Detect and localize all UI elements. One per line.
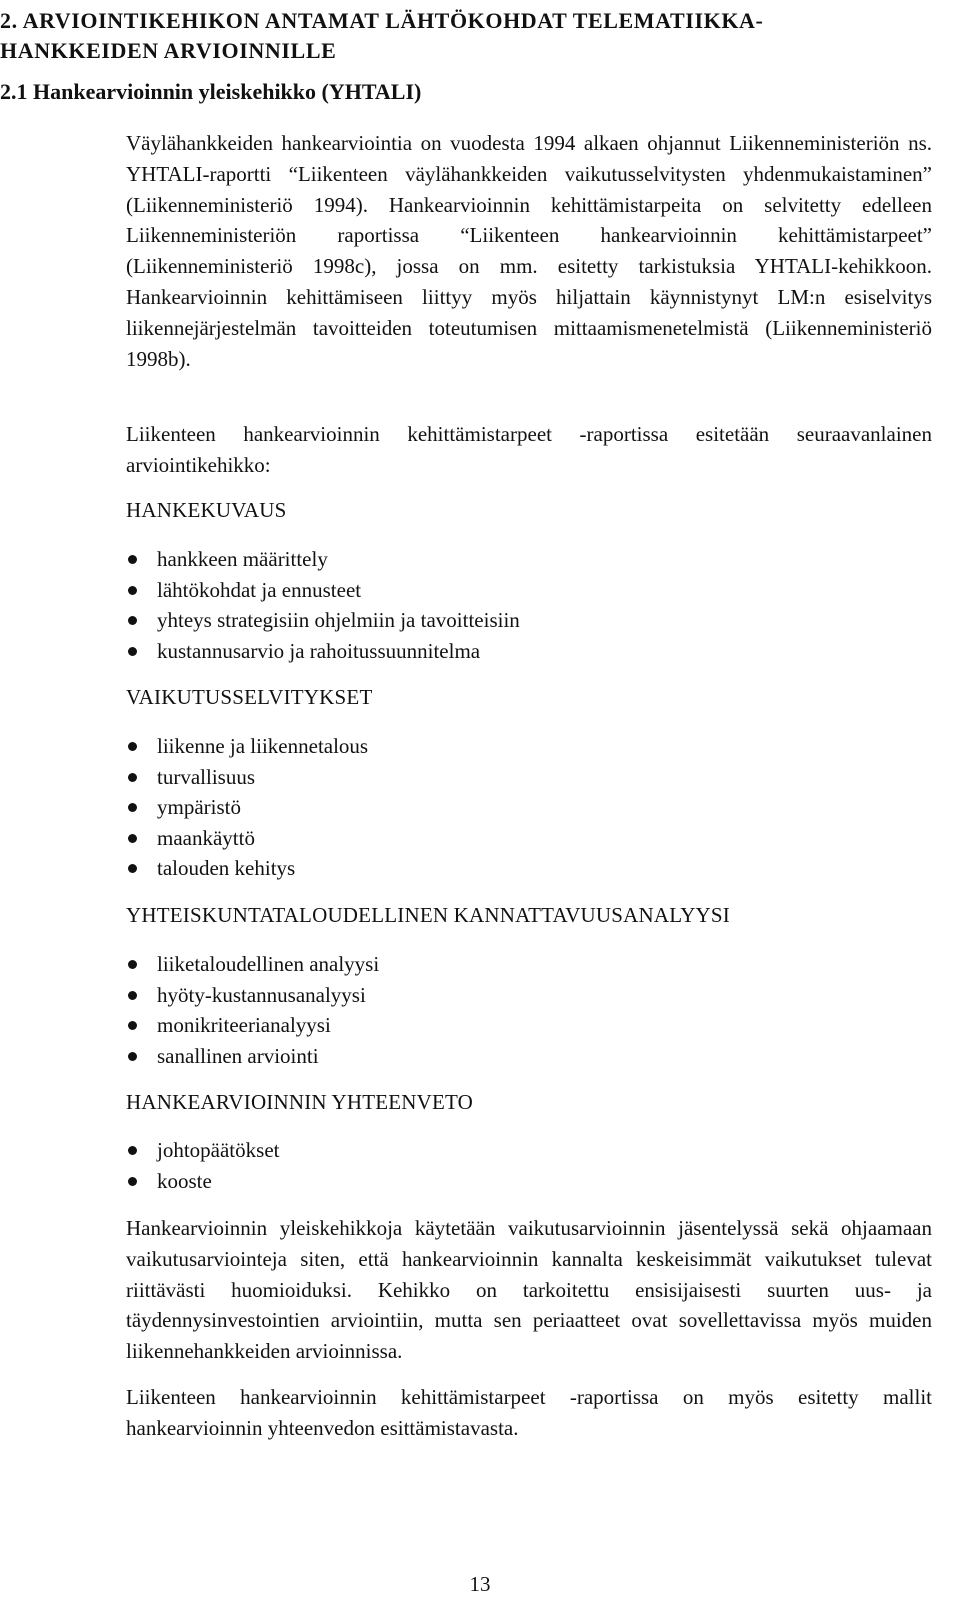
- framework-list-hankekuvaus: [126, 544, 932, 666]
- paragraph-framework-lead: Liikenteen hankearvioinnin kehittämistarpeet -raportissa esitetään seuraavanlainen arviointikehikko:: [126, 422, 932, 477]
- paragraph-framework-usage: Hankearvioinnin yleiskehikkoja käytetään vaikutusarvioinnin jäsentelyssä sekä ohjaamaan vaikutusarviointeja siten, että hankearvioinnin kannalta keskeisimmät vaikutukset tulevat riittävästi huomioiduksi. Kehikko on tarkoitettu ensisijaisesti suurten uus- ja täydennysinvestointien arviointiin, mutta sen periaatteet ovat sovellettavissa myös muiden liikennehankkeiden arvioinnissa.: [126, 1216, 932, 1364]
- framework-heading: YHTEISKUNTATALOUDELLINEN KANNATTAVUUSANALYYSI: [126, 903, 730, 927]
- paragraph-framework-usage-block: [126, 1213, 932, 1367]
- bullet-icon: [128, 991, 137, 1000]
- bullet-icon: [128, 1052, 137, 1061]
- list-item: maankäyttö: [126, 823, 932, 854]
- framework-list-vaikutusselvitykset: [126, 731, 932, 884]
- chapter-title: [0, 6, 950, 66]
- paragraph-intro: Väylähankkeiden hankearviointia on vuodesta 1994 alkaen ohjannut Liikenneministeriön ns. YHTALI-raportti “Liikenteen väylähankkeiden vaikutusselvitysten yhdenmukaistaminen” (Liikenneministeriö 1994). Hankearvioinnin kehittämistarpeita on selvitetty edelleen Liikenneministeriön raportissa “Liikenteen hankearvioinnin kehittämistarpeet” (Liikenneministeriö 1998c), jossa on mm. esitetty tarkistuksia YHTALI-kehikkoon. Hankearvioinnin kehittämiseen liittyy myös hiljattain käynnistynyt LM:n esiselvitys liikennejärjestelmän tavoitteiden toteutumisen mittaamismenetelmistä (Liikenneministeriö 1998b).: [126, 131, 932, 371]
- list-item: lähtökohdat ja ennusteet: [126, 575, 932, 606]
- framework-group-kannattavuusanalyysi: [126, 900, 932, 930]
- chapter-title-line2: HANKKEIDEN ARVIOINNILLE: [0, 38, 337, 63]
- list-item: kooste: [126, 1166, 932, 1197]
- framework-group-yhteenveto: [126, 1087, 932, 1117]
- framework-list-yhteenveto: [126, 1135, 932, 1196]
- list-item: turvallisuus: [126, 762, 932, 793]
- bullet-icon: [128, 1021, 137, 1030]
- list-item: talouden kehitys: [126, 853, 932, 884]
- bullet-icon: [128, 647, 137, 656]
- list-item: monikriteerianalyysi: [126, 1010, 932, 1041]
- list-item: johtopäätökset: [126, 1135, 932, 1166]
- bullet-icon: [128, 864, 137, 873]
- bullet-icon: [128, 803, 137, 812]
- framework-heading: HANKEARVIOINNIN YHTEENVETO: [126, 1090, 474, 1114]
- list-item: sanallinen arviointi: [126, 1041, 932, 1072]
- chapter-title-line1: 2. ARVIOINTIKEHIKON ANTAMAT LÄHTÖKOHDAT TELEMATIIKKA-: [0, 8, 764, 33]
- bullet-icon: [128, 555, 137, 564]
- bullet-icon: [128, 773, 137, 782]
- bullet-icon: [128, 1177, 137, 1186]
- list-item: liiketaloudellinen analyysi: [126, 949, 932, 980]
- framework-heading: HANKEKUVAUS: [126, 498, 287, 522]
- list-item: liikenne ja liikennetalous: [126, 731, 932, 762]
- bullet-icon: [128, 616, 137, 625]
- framework-list-kannattavuusanalyysi: [126, 949, 932, 1071]
- paragraph-intro-block: [126, 128, 932, 374]
- bullet-icon: [128, 1146, 137, 1155]
- list-item: kustannusarvio ja rahoitussuunnitelma: [126, 636, 932, 667]
- list-item: yhteys strategisiin ohjelmiin ja tavoitteisiin: [126, 605, 932, 636]
- bullet-icon: [128, 742, 137, 751]
- paragraph-summary-block: [126, 1382, 932, 1444]
- paragraph-framework-lead-block: [126, 419, 932, 481]
- bullet-icon: [128, 586, 137, 595]
- framework-group-hankekuvaus: [126, 495, 932, 525]
- section-title: 2.1 Hankearvioinnin yleiskehikko (YHTALI): [0, 79, 422, 104]
- page-number: 13: [469, 1572, 491, 1596]
- list-item: hankkeen määrittely: [126, 544, 932, 575]
- list-item: hyöty-kustannusanalyysi: [126, 980, 932, 1011]
- framework-group-vaikutusselvitykset: [126, 682, 932, 712]
- framework-heading: VAIKUTUSSELVITYKSET: [126, 685, 373, 709]
- bullet-icon: [128, 834, 137, 843]
- list-item: ympäristö: [126, 792, 932, 823]
- paragraph-summary: Liikenteen hankearvioinnin kehittämistarpeet -raportissa on myös esitetty mallit hankearvioinnin yhteenvedon esittämistavasta.: [126, 1385, 932, 1440]
- bullet-icon: [128, 960, 137, 969]
